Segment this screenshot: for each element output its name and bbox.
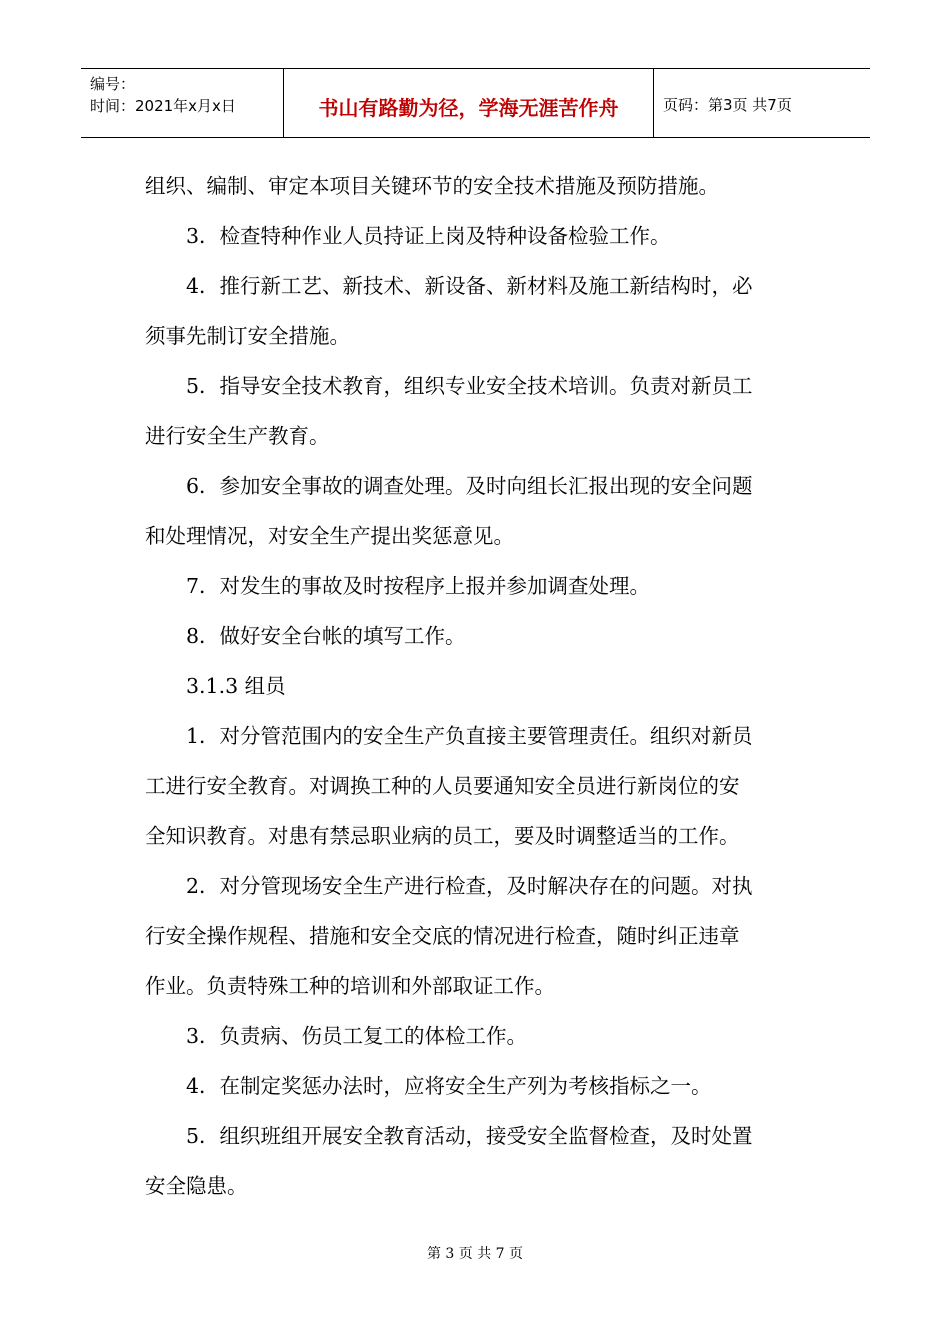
header-motto: 书山有路勤为径，学海无涯苦作舟 <box>284 69 654 137</box>
page-footer: 第 3 页 共 7 页 <box>426 1246 524 1262</box>
body-line: 5．组织班组开展安全教育活动，接受安全监督检查，及时处置 <box>145 1124 753 1148</box>
body-line: 安全隐患。 <box>145 1174 248 1198</box>
body-line: 进行安全生产教育。 <box>145 424 330 448</box>
body-line: 1．对分管范围内的安全生产负直接主要管理责任。组织对新员 <box>145 724 753 748</box>
body-line: 行安全操作规程、措施和安全交底的情况进行检查，随时纠正违章 <box>145 924 740 948</box>
body-line: 须事先制订安全措施。 <box>145 324 350 348</box>
body-line: 4．在制定奖惩办法时，应将安全生产列为考核指标之一。 <box>145 1074 712 1098</box>
body-line: 组织、编制、审定本项目关键环节的安全技术措施及预防措施。 <box>145 174 719 198</box>
body-line: 3．检查特种作业人员持证上岗及特种设备检验工作。 <box>145 224 671 248</box>
body-line: 2．对分管现场安全生产进行检查，及时解决存在的问题。对执 <box>145 874 753 898</box>
header-page-info: 页码：第3页 共7页 <box>663 95 792 114</box>
body-line: 全知识教育。对患有禁忌职业病的员工，要及时调整适当的工作。 <box>145 824 740 848</box>
body-line: 5．指导安全技术教育，组织专业安全技术培训。负责对新员工 <box>145 374 753 398</box>
section-heading: 3.1.3 组员 <box>145 674 286 698</box>
body-line: 作业。负责特殊工种的培训和外部取证工作。 <box>145 974 555 998</box>
body-line: 和处理情况，对安全生产提出奖惩意见。 <box>145 524 514 548</box>
document-date: 时间：2021年x月x日 <box>90 97 236 115</box>
body-line: 6．参加安全事故的调查处理。及时向组长汇报出现的安全问题 <box>145 474 753 498</box>
document-body <box>145 161 810 1211</box>
body-line: 工进行安全教育。对调换工种的人员要通知安全员进行新岗位的安 <box>145 774 740 798</box>
body-line: 8．做好安全台帐的填写工作。 <box>145 624 466 648</box>
page-header <box>81 68 870 138</box>
body-line: 3．负责病、伤员工复工的体检工作。 <box>145 1024 528 1048</box>
document-number-label: 编号： <box>90 75 136 93</box>
header-meta <box>81 69 284 137</box>
body-line: 4．推行新工艺、新技术、新设备、新材料及施工新结构时，必 <box>145 274 753 298</box>
body-line: 7．对发生的事故及时按程序上报并参加调查处理。 <box>145 574 651 598</box>
